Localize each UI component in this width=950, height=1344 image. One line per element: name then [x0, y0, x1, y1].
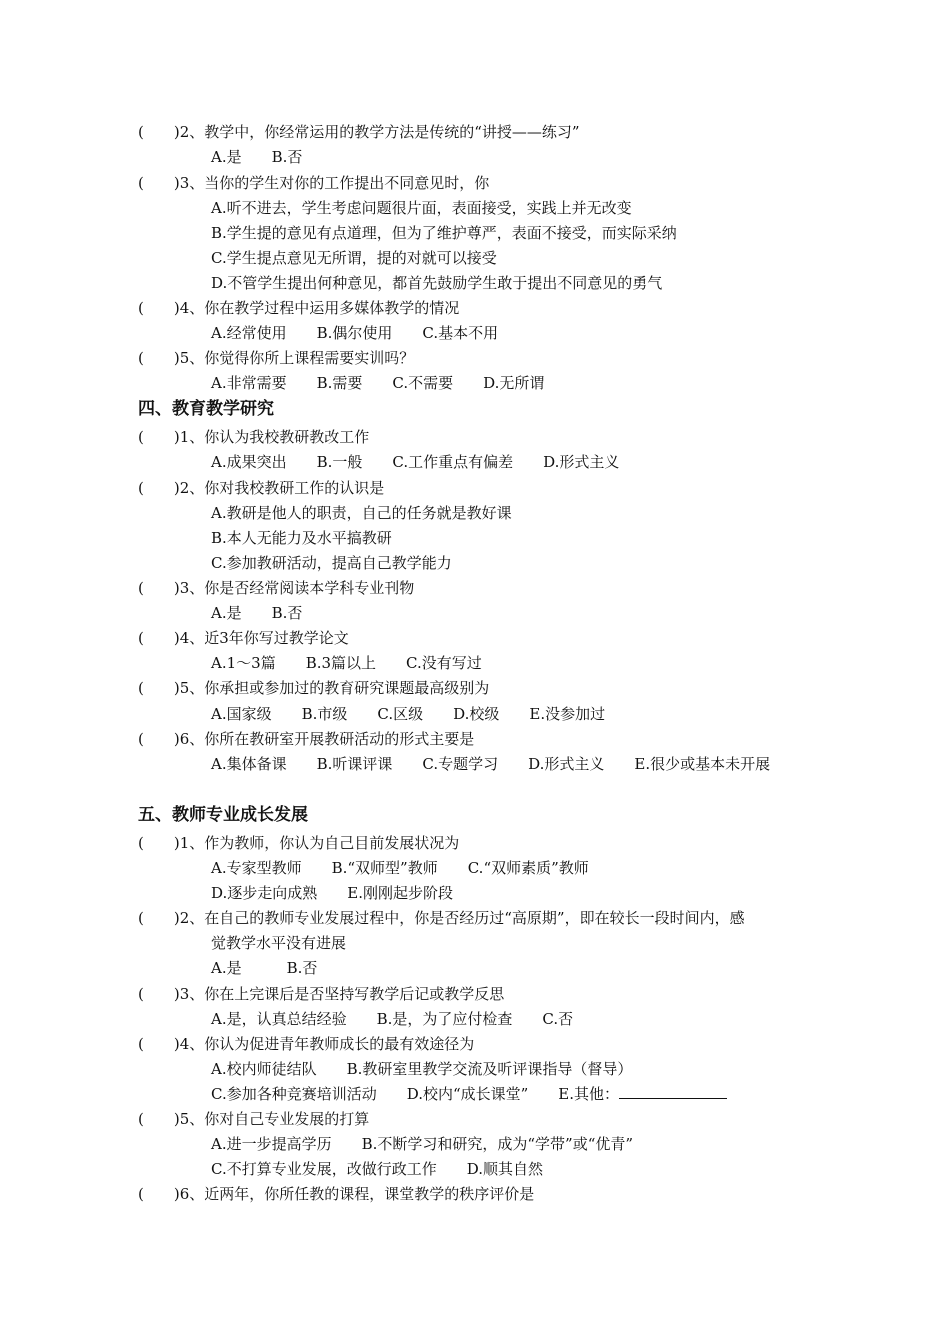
question-3-3-option-b: B.学生提的意见有点道理，但为了维护尊严，表面不接受，而实际采纳 [211, 224, 677, 242]
question-4-2-option-c: C.参加教研活动，提高自己教学能力 [211, 554, 452, 572]
question-5-1-options-line-2: D.逐步走向成熟 E.刚刚起步阶段 [211, 884, 453, 902]
question-3-3: ( )3、当你的学生对你的工作提出不同意见时，你 [138, 174, 490, 192]
question-4-3-options: A.是 B.否 [211, 604, 303, 622]
question-5-2-options: A.是 B.否 [211, 959, 318, 977]
question-4-2-option-a: A.教研是他人的职责，自己的任务就是教好课 [211, 504, 512, 522]
question-3-3-option-c: C.学生提点意见无所谓，提的对就可以接受 [211, 249, 497, 267]
question-4-1-options: A.成果突出 B.一般 C.工作重点有偏差 D.形式主义 [211, 453, 620, 471]
question-3-3-option-a: A.听不进去，学生考虑问题很片面，表面接受，实践上并无改变 [211, 199, 632, 217]
question-5-3-options: A.是，认真总结经验 B.是，为了应付检查 C.否 [211, 1010, 574, 1028]
question-3-4-options: A.经常使用 B.偶尔使用 C.基本不用 [211, 324, 499, 342]
question-4-5-options: A.国家级 B.市级 C.区级 D.校级 E.没参加过 [211, 705, 606, 723]
question-5-4-options-line-1: A.校内师徒结队 B.教研室里教学交流及听评课指导（督导） [211, 1060, 633, 1078]
question-4-6: ( )6、你所在教研室开展教研活动的形式主要是 [138, 730, 475, 748]
question-4-6-options: A.集体备课 B.听课评课 C.专题学习 D.形式主义 E.很少或基本未开展 [211, 755, 771, 773]
question-5-4-options-line-2 [211, 1084, 727, 1104]
question-4-4-options: A.1～3篇 B.3篇以上 C.没有写过 [211, 654, 482, 672]
section-5-heading: 五、教师专业成长发展 [138, 805, 308, 825]
question-3-5: ( )5、你觉得你所上课程需要实训吗？ [138, 349, 415, 367]
question-4-1: ( )1、你认为我校教研教改工作 [138, 428, 370, 446]
question-5-2: ( )2、在自己的教师专业发展过程中，你是否经历过“高原期”，即在较长一段时间内，感 [138, 909, 745, 927]
question-5-5: ( )5、你对自己专业发展的打算 [138, 1110, 370, 1128]
question-3-5-options: A.非常需要 B.需要 C.不需要 D.无所谓 [211, 374, 545, 392]
question-3-3-option-d: D.不管学生提出何种意见，都首先鼓励学生敢于提出不同意见的勇气 [211, 274, 663, 292]
question-4-4: ( )4、近3年你写过教学论文 [138, 629, 349, 647]
section-4-heading: 四、教育教学研究 [138, 399, 274, 419]
question-5-5-options-line-2: C.不打算专业发展，改做行政工作 D.顺其自然 [211, 1160, 543, 1178]
question-4-5: ( )5、你承担或参加过的教育研究课题最高级别为 [138, 679, 490, 697]
question-5-5-options-line-1: A.进一步提高学历 B.不断学习和研究，成为“学带”或“优青” [211, 1135, 634, 1153]
question-5-4: ( )4、你认为促进青年教师成长的最有效途径为 [138, 1035, 475, 1053]
question-5-1-options-line-1: A.专家型教师 B.“双师型”教师 C.“双师素质”教师 [211, 859, 589, 877]
fill-in-blank[interactable] [619, 1084, 727, 1099]
question-5-3: ( )3、你在上完课后是否坚持写教学后记或教学反思 [138, 985, 505, 1003]
question-4-3: ( )3、你是否经常阅读本学科专业刊物 [138, 579, 415, 597]
question-4-2: ( )2、你对我校教研工作的认识是 [138, 479, 385, 497]
question-3-4: ( )4、你在教学过程中运用多媒体教学的情况 [138, 299, 460, 317]
question-5-1: ( )1、作为教师，你认为自己目前发展状况为 [138, 834, 460, 852]
question-3-2-options: A.是 B.否 [211, 148, 303, 166]
question-5-6: ( )6、近两年，你所任教的课程，课堂教学的秩序评价是 [138, 1185, 535, 1203]
question-4-2-option-b: B.本人无能力及水平搞教研 [211, 529, 392, 547]
question-5-2-continuation: 觉教学水平没有进展 [211, 934, 347, 952]
question-5-4-options-text: C.参加各种竞赛培训活动 D.校内“成长课堂” E.其他： [211, 1085, 620, 1103]
question-3-2: ( )2、教学中，你经常运用的教学方法是传统的“讲授——练习” [138, 123, 580, 141]
